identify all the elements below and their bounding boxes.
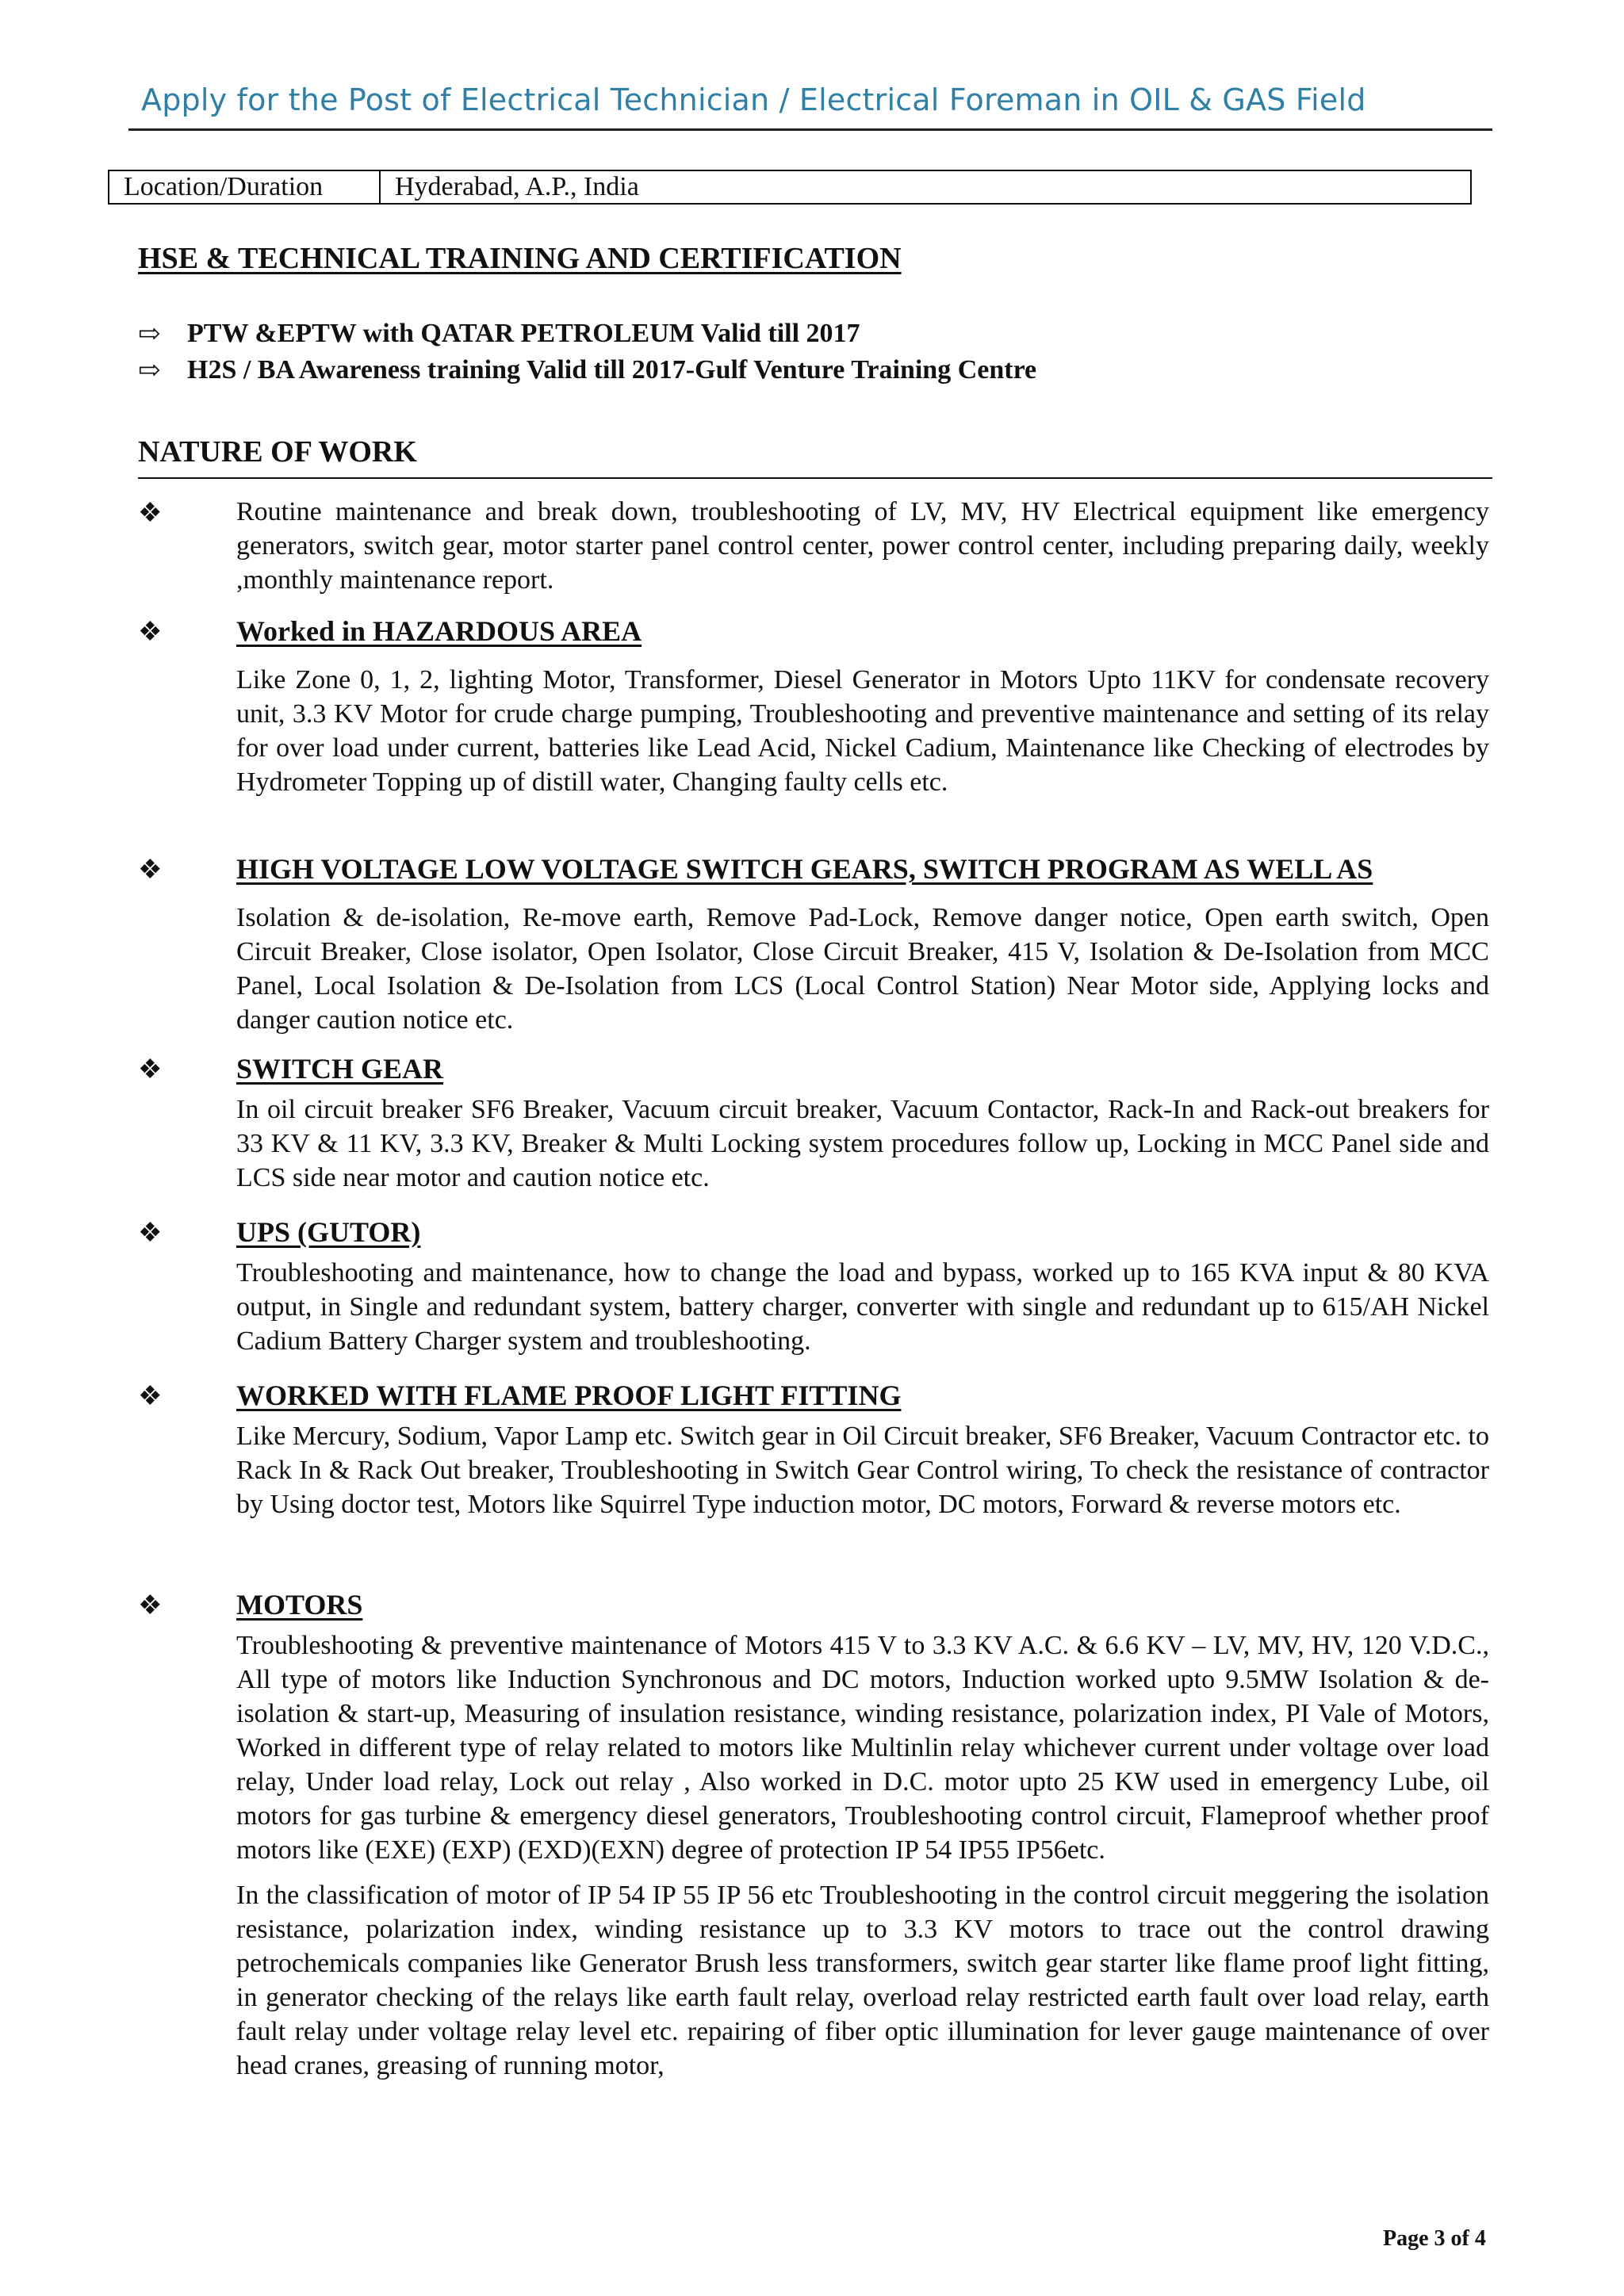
work-item-text: Isolation & de-isolation, Re-move earth, Remove Pad-Lock, Remove danger notice, Open earth switch, Open Circuit Breaker, Close isolator, Open Isolator, Close Circuit Breaker, 415 V, Isolation & De-Isolation from MCC Panel, Local Isolation & De-Isolation from LCS (Local Control Station) Near Motor side, Applying locks and danger caution notice etc. — [236, 903, 1489, 1035]
work-item-heading: SWITCH GEAR — [236, 1053, 444, 1085]
work-item — [236, 851, 1489, 1037]
diamond-bullet-icon: ❖ — [138, 1591, 163, 1621]
work-item-text: Like Zone 0, 1, 2, lighting Motor, Transformer, Diesel Generator in Motors Upto 11KV for condensate recovery unit, 3.3 KV Motor for crude charge pumping, Troubleshooting and preventive maintenance and setting of its relay for over load under current, batteries like Lead Acid, Nickel Cadium, Maintenance like Checking of electrodes by Hydrometer Topping up of distill water, Changing faulty cells etc. — [236, 665, 1489, 797]
list-item — [138, 316, 1036, 352]
diamond-bullet-icon: ❖ — [138, 618, 163, 647]
work-item-heading: Worked in HAZARDOUS AREA — [236, 615, 642, 647]
location-table — [108, 170, 1472, 205]
location-label: Location/Duration — [109, 171, 381, 203]
work-item-heading: HIGH VOLTAGE LOW VOLTAGE SWITCH GEARS, SWITCH PROGRAM AS WELL AS — [236, 853, 1373, 885]
work-item-text: Like Mercury, Sodium, Vapor Lamp etc. Switch gear in Oil Circuit breaker, SF6 Breaker, Vacuum Contractor etc. to Rack In & Rack Out breaker, Troubleshooting in Switch Gear Control wiring, To check the resistance of contractor by Using doctor test, Motors like Squirrel Type induction motor, DC motors, Forward & reverse motors etc. — [236, 1422, 1489, 1519]
right-arrow-icon: ⇨ — [138, 356, 161, 385]
work-item — [236, 1215, 1489, 1358]
location-value: Hyderabad, A.P., India — [395, 172, 639, 201]
work-item-text: Routine maintenance and break down, troubleshooting of LV, MV, HV Electrical equipment like emergency generators, switch gear, motor starter panel control center, power control center, including preparing daily, weekly ,monthly maintenance report. — [236, 497, 1489, 595]
work-item-text: Troubleshooting and maintenance, how to change the load and bypass, worked up to 165 KVA input & 80 KVA output, in Single and redundant system, battery charger, converter with single and redundant up to 615/AH Nickel Cadium Battery Charger system and troubleshooting. — [236, 1258, 1489, 1356]
work-item-heading: WORKED WITH FLAME PROOF LIGHT FITTING — [236, 1380, 902, 1411]
certification-text: PTW &EPTW with QATAR PETROLEUM Valid till 2017 — [187, 319, 860, 348]
work-item — [236, 495, 1489, 597]
hse-section-title: HSE & TECHNICAL TRAINING AND CERTIFICATION — [138, 242, 902, 275]
right-arrow-icon: ⇨ — [138, 320, 161, 349]
work-item — [236, 1378, 1489, 1521]
nature-section-divider — [138, 477, 1492, 479]
list-item — [138, 352, 1036, 388]
header-title: Apply for the Post of Electrical Technician / Electrical Foreman in OIL & GAS Field — [141, 82, 1366, 117]
page-number: Page 3 of 4 — [1383, 2226, 1486, 2251]
header-divider — [128, 128, 1492, 131]
work-item-text: Troubleshooting & preventive maintenance of Motors 415 V to 3.3 KV A.C. & 6.6 KV – LV, MV, HV, 120 V.D.C., All type of motors like Induction Synchronous and DC motors, Induction worked upto 9.5MW Isolation & de-isolation & start-up, Measuring of insulation resistance, winding resistance, polarization index, PI Vale of Motors, Worked in different type of relay related to motors like Multinlin relay whichever current under voltage over load relay, Under load relay, Lock out relay , Also worked in D.C. motor upto 25 KW used in emergency Lube, oil motors for gas turbine & emergency diesel generators, Troubleshooting control circuit, Flameproof whether proof motors like (EXE) (EXP) (EXD)(EXN) degree of protection IP 54 IP55 IP56etc. — [236, 1631, 1489, 1865]
work-item-text: In the classification of motor of IP 54 IP 55 IP 56 etc Troubleshooting in the control circuit meggering the isolation resistance, polarization index, winding resistance up to 3.3 KV motors to trace out the control drawing petrochemicals companies like Generator Brush less transformers, switch gear starter like flame proof light fitting, in generator checking of the relays like earth fault relay, overload relay restricted earth fault over load relay, earth fault relay under voltage relay level etc. repairing of fiber optic illumination for lever gauge maintenance of over head cranes, greasing of running motor, — [236, 1881, 1489, 2080]
work-item-text: In oil circuit breaker SF6 Breaker, Vacuum circuit breaker, Vacuum Contactor, Rack-In and Rack-out breakers for 33 KV & 11 KV, 3.3 KV, Breaker & Multi Locking system procedures follow up, Locking in MCC Panel side and LCS side near motor and caution notice etc. — [236, 1095, 1489, 1192]
certification-text: H2S / BA Awareness training Valid till 2017-Gulf Venture Training Centre — [187, 355, 1037, 385]
work-item — [236, 614, 1489, 799]
work-item — [236, 1587, 1489, 2083]
diamond-bullet-icon: ❖ — [138, 499, 163, 528]
diamond-bullet-icon: ❖ — [138, 1219, 163, 1248]
work-item-heading: MOTORS — [236, 1589, 363, 1621]
diamond-bullet-icon: ❖ — [138, 855, 163, 885]
hse-certification-list — [138, 316, 1036, 388]
work-item-heading: UPS (GUTOR) — [236, 1216, 421, 1248]
nature-section-title: NATURE OF WORK — [138, 435, 417, 469]
diamond-bullet-icon: ❖ — [138, 1055, 163, 1085]
work-item — [236, 1051, 1489, 1195]
diamond-bullet-icon: ❖ — [138, 1382, 163, 1411]
